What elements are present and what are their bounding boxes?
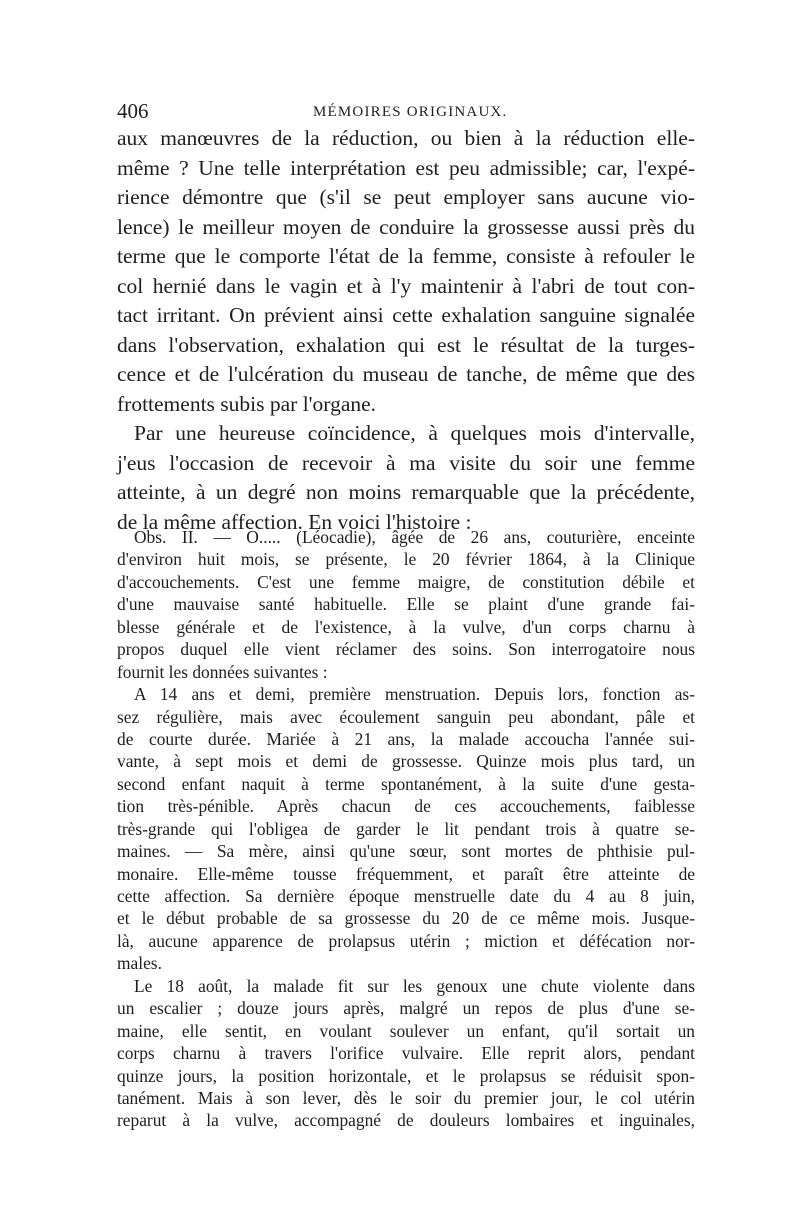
observation-line: sez régulière, mais avec écoulement sanguin peu abondant, pâle et <box>117 706 695 727</box>
observation-line: maines. — Sa mère, ainsi qu'une sœur, sont mortes de phthisie pul- <box>117 841 695 862</box>
observation-block <box>117 526 695 1132</box>
observation-line: tanément. Mais à son lever, dès le soir du premier jour, le col utérin <box>117 1087 695 1108</box>
text-line: j'eus l'occasion de recevoir à ma visite du soir une femme <box>117 450 695 475</box>
text-line: tact irritant. On prévient ainsi cette exhalation sanguine signalée <box>117 303 695 327</box>
observation-line: très-grande qui l'obligea de garder le lit pendant trois à quatre se- <box>117 818 695 839</box>
text-line: atteinte, à un degré non moins remarquable que la précédente, <box>117 480 695 504</box>
observation-line: d'accouchements. C'est une femme maigre, de constitution débile et <box>117 571 695 592</box>
observation-line: d'une mauvaise santé habituelle. Elle se plaint d'une grande fai- <box>117 594 695 615</box>
text-line: rience démontre que (s'il se peut employer sans aucune vio- <box>117 185 695 209</box>
observation-line: et le début probable de sa grossesse du 20 de ce même mois. Jusque- <box>117 908 695 929</box>
observation-line: Obs. II. — O..... (Léocadie), âgée de 26 ans, couturière, enceinte <box>134 527 695 547</box>
text-line: même ? Une telle interprétation est peu admissible; car, l'expé- <box>117 155 695 180</box>
observation-line: maine, elle sentit, en voulant soulever un enfant, qu'il sortait un <box>117 1020 695 1041</box>
observation-line: fournit les données suivantes : <box>117 661 328 682</box>
text-line: cence et de l'ulcération du museau de tanche, de même que des <box>117 362 695 386</box>
page-number: 406 <box>117 99 149 123</box>
text-line: de la même affection. En voici l'histoire : <box>117 509 472 534</box>
text-line: col hernié dans le vagin et à l'y maintenir à l'abri de tout con- <box>117 273 695 298</box>
text-line: dans l'observation, exhalation qui est le résultat de la turges- <box>117 332 695 357</box>
observation-line: A 14 ans et demi, première menstruation. Depuis lors, fonction as- <box>134 684 695 705</box>
observation-line: corps charnu à travers l'orifice vulvaire. Elle reprit alors, pendant <box>117 1043 695 1064</box>
main-text-block <box>117 124 695 537</box>
observation-line: cette affection. Sa dernière époque menstruelle date du 4 au 8 juin, <box>117 886 695 906</box>
observation-line: un escalier ; douze jours après, malgré un repos de plus d'une se- <box>117 998 695 1019</box>
observation-line: tion très-pénible. Après chacun de ces accouchements, faiblesse <box>117 796 695 817</box>
observation-line: quinze jours, la position horizontale, et le prolapsus se réduisit spon- <box>117 1065 695 1086</box>
observation-line: vante, à sept mois et demi de grossesse. Quinze mois plus tard, un <box>117 751 695 772</box>
text-line: frottements subis par l'organe. <box>117 391 377 416</box>
observation-line: reparut à la vulve, accompagné de douleurs lombaires et inguinales, <box>117 1110 695 1131</box>
text-line: Par une heureuse coïncidence, à quelques mois d'intervalle, <box>134 421 695 445</box>
observation-line: second enfant naquit à terme spontanément, à la suite d'une gesta- <box>117 773 695 794</box>
running-title: MÉMOIRES ORIGINAUX. <box>313 104 508 120</box>
text-line: aux manœuvres de la réduction, ou bien à la réduction elle- <box>117 126 695 150</box>
observation-line: de courte durée. Mariée à 21 ans, la malade accoucha l'année sui- <box>117 728 695 749</box>
observation-line: Le 18 août, la malade fit sur les genoux une chute violente dans <box>134 975 695 996</box>
running-header <box>117 96 695 126</box>
observation-line: propos duquel elle vient réclamer des soins. Son interrogatoire nous <box>117 639 695 660</box>
observation-line: males. <box>117 953 162 974</box>
observation-line: monaire. Elle-même tousse fréquemment, et paraît être atteinte de <box>117 863 695 884</box>
text-line: terme que le comporte l'état de la femme, consiste à refouler le <box>117 244 695 268</box>
text-line: lence) le meilleur moyen de conduire la grossesse aussi près du <box>117 214 695 239</box>
observation-line: d'environ huit mois, se présente, le 20 février 1864, à la Clinique <box>117 549 695 570</box>
observation-line: là, aucune apparence de prolapsus utérin ; miction et défécation nor- <box>117 930 695 951</box>
observation-line: blesse générale et de l'existence, à la vulve, d'un corps charnu à <box>117 616 695 637</box>
